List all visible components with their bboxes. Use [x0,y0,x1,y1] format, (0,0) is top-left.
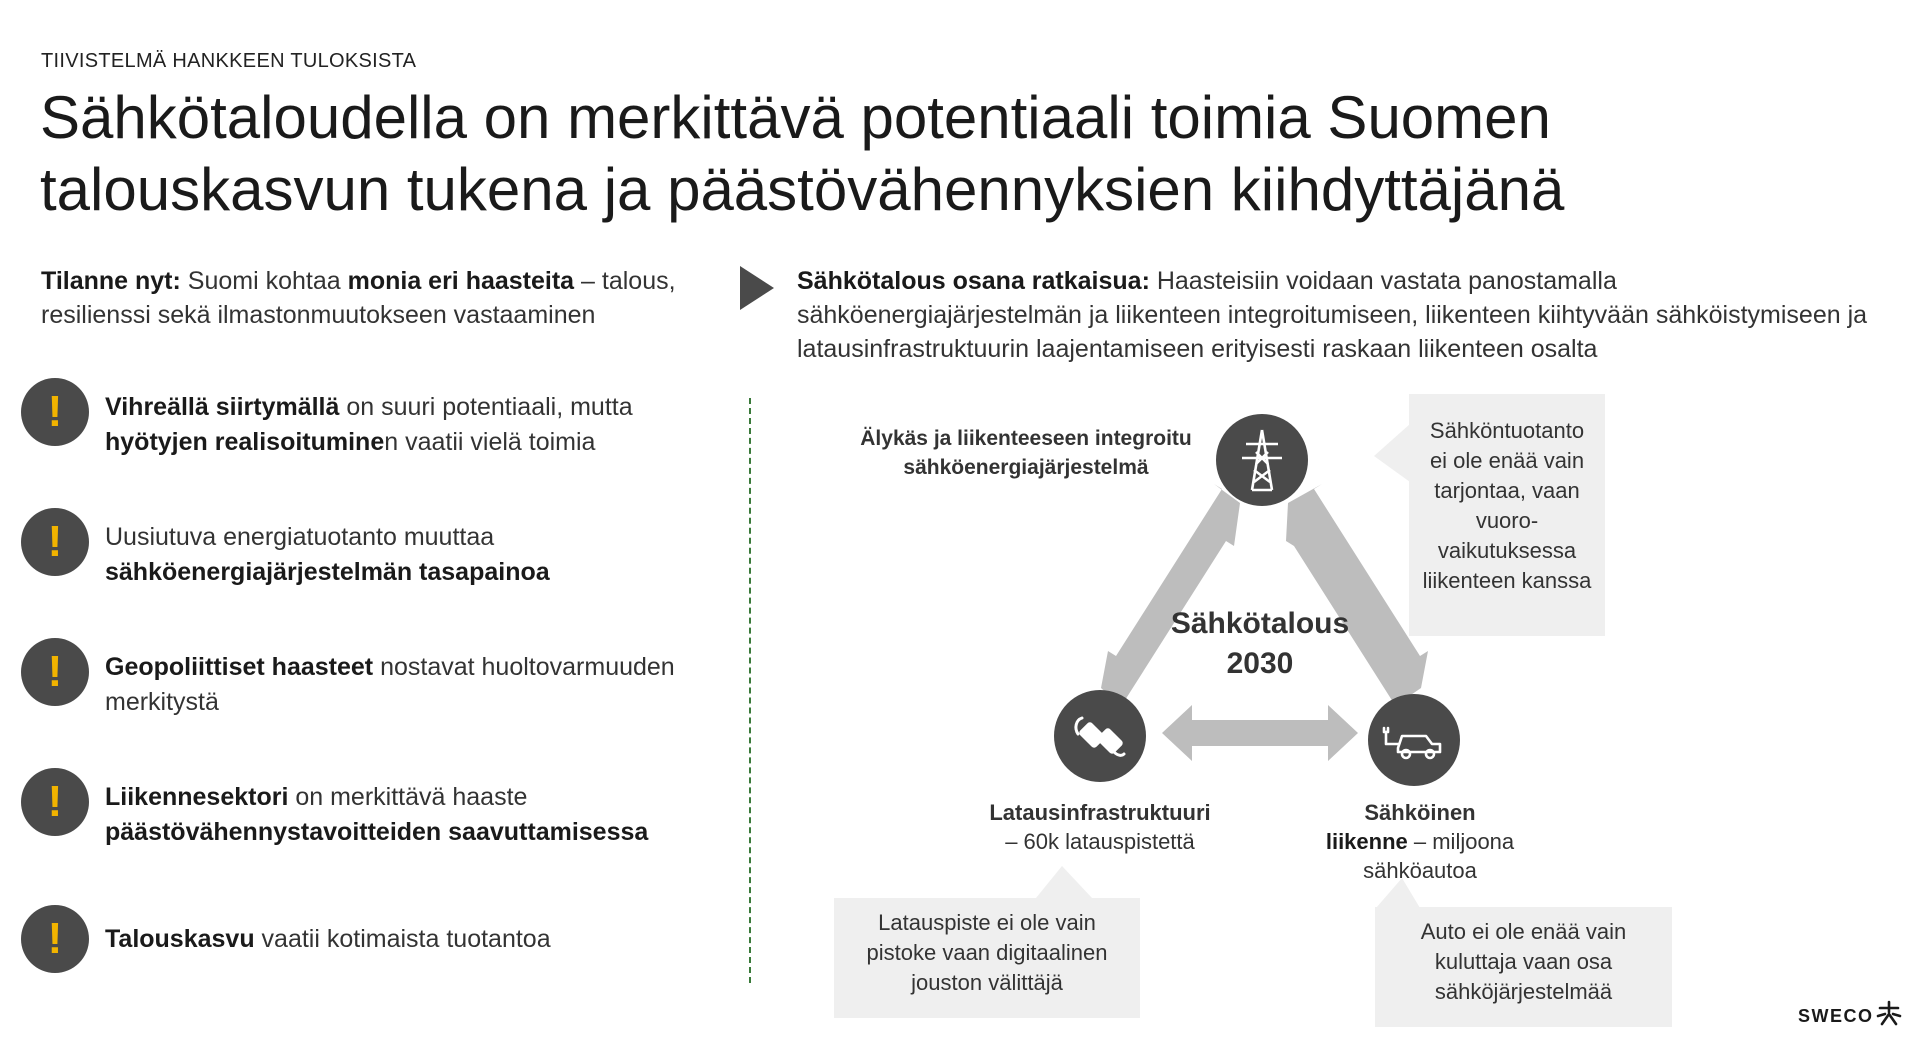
situation-text-1: Suomi kohtaa [180,267,348,295]
title-line-2: talouskasvun tukena ja päästövähennyksien kiihdyttäjänä [40,156,1565,223]
issue-text-1: on suuri potentiaali, mutta [339,393,633,421]
bubble-charging-line: Latauspiste ei ole vain [878,910,1096,935]
bubble-grid [1409,394,1605,636]
issue-bold-1: Liikennesektori [105,783,289,811]
center-line-2: 2030 [1226,647,1294,680]
ev-label-rest-1: – miljoona [1407,829,1515,854]
sweco-logo-icon [1872,996,1906,1030]
warning-icon: ! [21,905,89,973]
bubble-ev-line: kuluttaja vaan osa [1434,949,1613,974]
ev-label-bold-2: liikenne [1325,829,1408,854]
issue-text-1: on merkittävä haaste [288,783,528,811]
bubble-grid-line: vaikutuksessa [1437,538,1577,563]
issue-text-1: vaatii kotimaista tuotantoa [254,925,551,953]
bubble-charging [834,898,1140,1018]
charging-label-bold: Latausinfrastruktuuri [989,800,1211,825]
bubble-grid-line: tarjontaa, vaan [1434,478,1580,503]
kicker: TIIVISTELMÄ HANKKEEN TULOKSISTA [41,50,417,72]
bubble-ev [1375,907,1672,1027]
warning-icon: ! [21,768,89,836]
grid-label-line-2: sähköenergiajärjestelmä [903,456,1149,479]
issue-bold-2: päästövähennystavoitteiden saavuttamisessa [105,818,649,846]
center-line-1: Sähkötalous [1170,607,1350,640]
charging-label-rest: – 60k latauspistettä [1005,829,1195,854]
issue-text-1: nostavat huoltovarmuuden merkitystä [105,653,675,716]
bubble-grid-line: liikenteen kanssa [1422,568,1592,593]
situation-bold: monia eri haasteita [347,267,575,295]
issue-bold-1: Vihreällä siirtymällä [105,393,340,421]
issue-text-2: n vaatii vielä toimia [384,428,596,456]
bubble-ev-line: Auto ei ole enää vain [1420,919,1627,944]
issue-bold-1: Talouskasvu [105,925,255,953]
warning-icon: ! [21,508,89,576]
sweco-logo: SWECO [1798,1006,1874,1026]
warning-icon: ! [21,378,89,446]
bubble-ev-line: sähköjärjestelmää [1434,979,1613,1004]
ev-label-bold-1: Sähköinen [1364,800,1476,825]
situation-text-2: – talous, resilienssi sekä ilmastonmuutokseen vastaaminen [41,267,676,329]
solution-body: Haasteisiin voidaan vastata panostamalla sähköenergiajärjestelmän ja liikenteen integroitumiseen, liikenteen kiihtyvään sähköistymiseen ja latausinfrastruktuurin laajentamiseen erityisesti raskaan liikenteen osalta [797,267,1868,363]
bubble-charging-line: pistoke vaan digitaalinen [866,940,1108,965]
issue-bold-2: sähköenergiajärjestelmän tasapainoa [105,558,550,586]
issue-bold-1: Geopoliittiset haasteet [105,653,374,681]
solution-lead: Sähkötalous osana ratkaisua: [797,267,1150,295]
situation-lead: Tilanne nyt: [41,267,181,295]
title-line-1: Sähkötaloudella on merkittävä potentiaali toimia Suomen [40,84,1551,151]
bubble-grid-line: ei ole enää vain [1429,448,1585,473]
bubble-charging-line: jouston välittäjä [911,970,1063,995]
ev-label-rest-2: sähköautoa [1363,858,1477,883]
warning-icon: ! [21,638,89,706]
bubble-grid-line: vuoro- [1475,508,1539,533]
bubble-grid-line: Sähköntuotanto [1429,418,1585,443]
issue-bold-2: hyötyjen realisoitumine [105,428,385,456]
grid-label-line-1: Älykäs ja liikenteeseen integroitu [860,427,1192,450]
issue-text-1: Uusiutuva energiatuotanto muuttaa [105,523,495,551]
